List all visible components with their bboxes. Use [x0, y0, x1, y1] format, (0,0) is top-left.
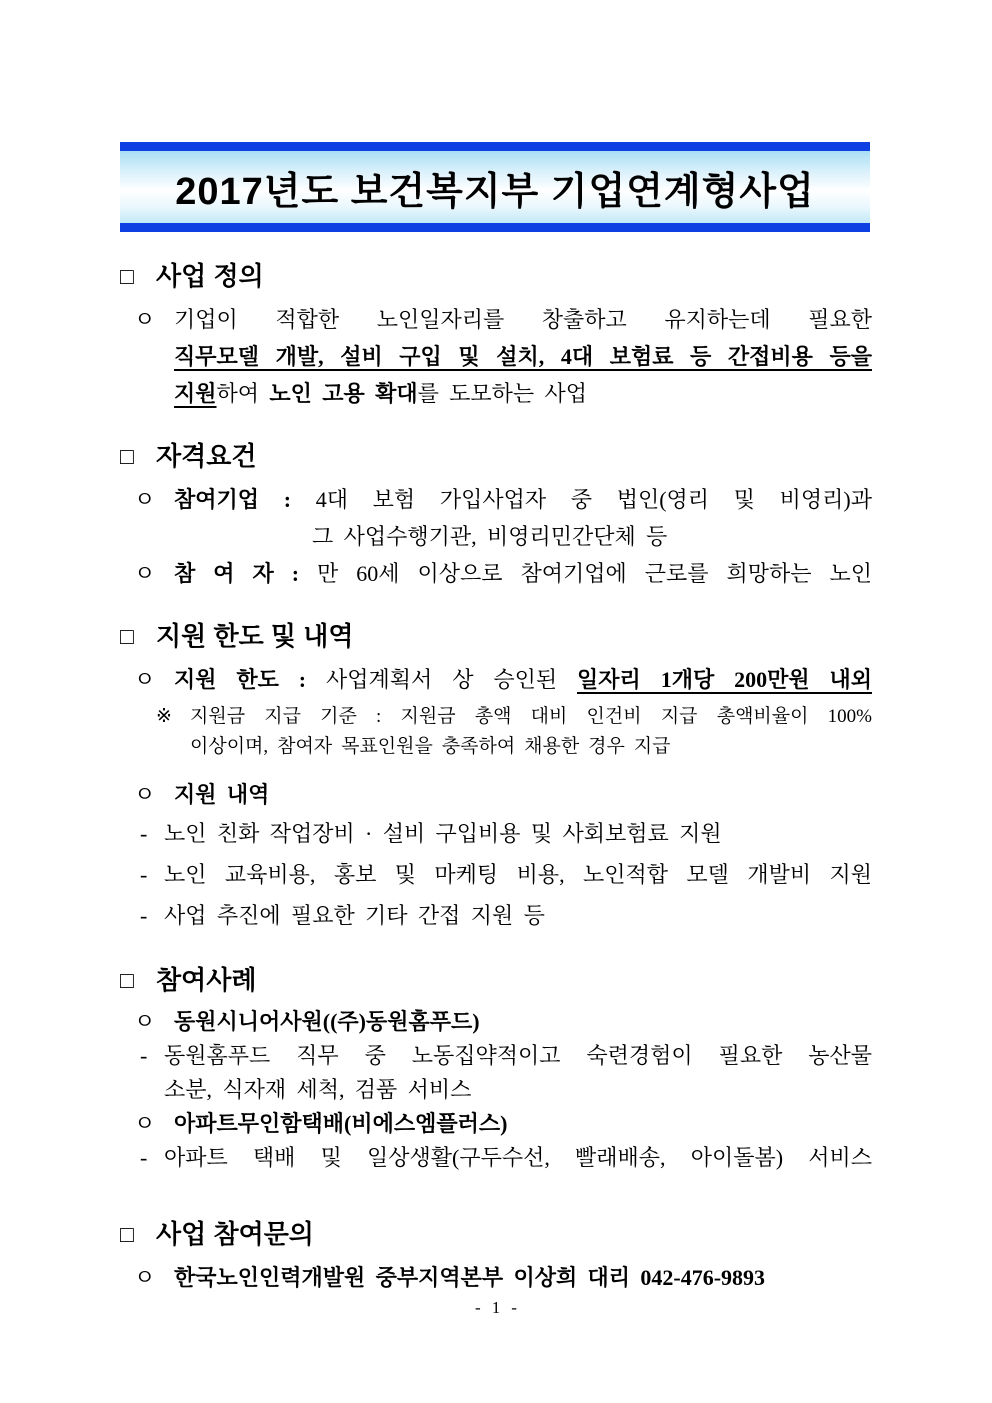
case-desc-line: 아파트 택배 및 일상생활(구두수선, 빨래배송, 아이돌봄) 서비스 [164, 1145, 872, 1170]
plain-text: 하여 [216, 381, 260, 406]
case-desc-line: 소분, 식자재 세척, 검품 서비스 [164, 1077, 472, 1102]
circle-bullet-icon: ㅇ [134, 1009, 156, 1034]
square-bullet-icon: □ [120, 967, 134, 993]
support-detail-item [120, 895, 872, 936]
body-line [174, 481, 872, 518]
square-bullet-icon: □ [120, 443, 134, 469]
support-detail-item [120, 813, 872, 854]
support-note [120, 702, 872, 762]
plain-text: 를 도모하는 사업 [417, 381, 588, 406]
circle-bullet-icon: ㅇ [134, 561, 156, 586]
section-eligibility-heading [120, 439, 872, 473]
field-value: 만 60세 이상으로 참여기업에 근로를 희망하는 노인 [317, 561, 873, 586]
dash-bullet-icon: - [140, 862, 148, 887]
field-value: 사업계획서 상 승인된 [326, 667, 558, 692]
banner-bottom-bar [120, 223, 870, 232]
circle-bullet-icon: ㅇ [134, 307, 156, 332]
section-cases-heading [120, 963, 872, 997]
emphasis-bold: 노인 고용 확대 [269, 381, 418, 406]
case1-description [120, 1039, 872, 1107]
eligibility-participant-row [120, 555, 872, 592]
page-number: - 1 - [475, 1298, 517, 1317]
reference-mark-icon: ※ [156, 706, 172, 727]
banner-body [120, 151, 870, 223]
list-item: 노인 친화 작업장비 · 설비 구입비용 및 사회보험료 지원 [164, 821, 722, 846]
field-label: 참 여 자 : [174, 561, 300, 586]
dash-bullet-icon: - [140, 1043, 148, 1068]
case2-description [120, 1141, 872, 1175]
support-detail-label-row [120, 776, 872, 813]
emphasis-underline: 일자리 1개당 200만원 내외 [577, 667, 873, 692]
circle-bullet-icon: ㅇ [134, 1265, 156, 1290]
square-bullet-icon: □ [120, 1221, 134, 1247]
emphasis-underline: 지원 [174, 381, 217, 406]
section-heading-text: 지원 한도 및 내역 [156, 621, 354, 651]
note-line: 이상이며, 참여자 목표인원을 충족하여 채용한 경우 지급 [190, 736, 671, 757]
square-bullet-icon: □ [120, 623, 134, 649]
contact-row [120, 1259, 872, 1296]
section-support [120, 619, 872, 936]
banner-top-bar [120, 142, 870, 151]
case1-title-row [120, 1005, 872, 1039]
circle-bullet-icon: ㅇ [134, 487, 156, 512]
support-detail-item [120, 854, 872, 895]
field-label: 지원 한도 : [174, 667, 307, 692]
list-item: 노인 교육비용, 홍보 및 마케팅 비용, 노인적합 모델 개발비 지원 [164, 862, 872, 887]
case-title: 동원시니어사원((주)동원홈푸드) [174, 1009, 480, 1034]
body-line-continuation: 그 사업수행기관, 비영리민간단체 등 [312, 524, 668, 549]
field-label: 참여기업 : [174, 487, 292, 512]
definition-paragraph [120, 301, 872, 412]
circle-bullet-icon: ㅇ [134, 667, 156, 692]
section-contact [120, 1217, 872, 1296]
body-line: 기업이 적합한 노인일자리를 창출하고 유지하는데 필요한 [174, 307, 872, 332]
section-definition-heading [120, 259, 872, 293]
banner-title: 2017년도 보건복지부 기업연계형사업 [175, 170, 815, 213]
case-title: 아파트무인함택배(비에스엠플러스) [174, 1111, 508, 1136]
square-bullet-icon: □ [120, 263, 134, 289]
section-definition [120, 259, 872, 412]
section-contact-heading [120, 1217, 872, 1251]
support-limit-row [120, 661, 872, 698]
body-line [174, 661, 872, 698]
case-desc-line: 동원홈푸드 직무 중 노동집약적이고 숙련경험이 필요한 농산물 [164, 1043, 872, 1068]
body-line-emphasized: 직무모델 개발, 설비 구입 및 설치, 4대 보험료 등 간접비용 등을 [174, 344, 872, 369]
title-banner [120, 142, 870, 232]
circle-bullet-icon: ㅇ [134, 1111, 156, 1136]
section-heading-text: 사업 정의 [156, 261, 264, 291]
eligibility-company-row [120, 481, 872, 555]
section-heading-text: 참여사례 [156, 965, 257, 995]
body-line [174, 375, 872, 412]
dash-bullet-icon: - [140, 903, 148, 928]
subheading: 지원 내역 [174, 782, 270, 807]
note-line: 지원금 지급 기준 : 지원금 총액 대비 인건비 지급 총액비율이 100% [190, 706, 872, 727]
body-line [174, 555, 872, 592]
section-support-heading [120, 619, 872, 653]
dash-bullet-icon: - [140, 821, 148, 846]
section-eligibility [120, 439, 872, 592]
dash-bullet-icon: - [140, 1145, 148, 1170]
contact-line: 한국노인인력개발원 중부지역본부 이상희 대리 042-476-9893 [174, 1265, 766, 1290]
section-heading-text: 자격요건 [156, 441, 257, 471]
field-value: 4대 보험 가입사업자 중 법인(영리 및 비영리)과 [315, 487, 872, 512]
list-item: 사업 추진에 필요한 기타 간접 지원 등 [164, 903, 545, 928]
section-cases [120, 963, 872, 1175]
section-heading-text: 사업 참여문의 [156, 1219, 314, 1249]
circle-bullet-icon: ㅇ [134, 782, 156, 807]
case2-title-row [120, 1107, 872, 1141]
